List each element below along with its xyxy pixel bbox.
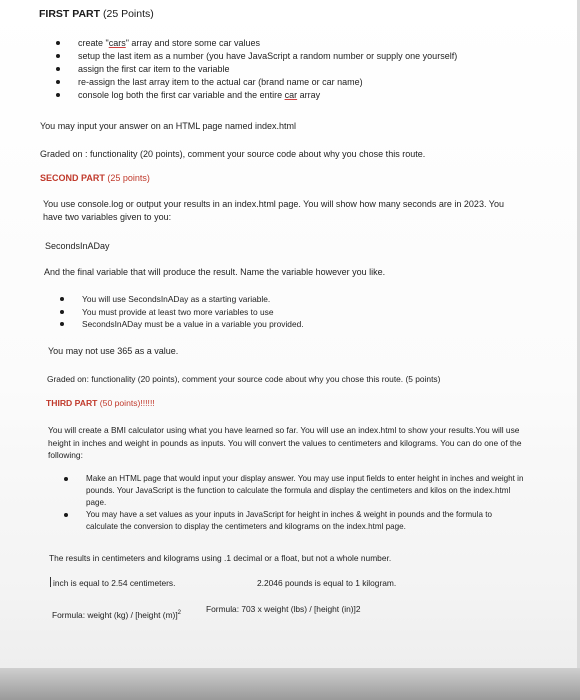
second-part-bullets bbox=[82, 293, 304, 331]
first-part-points: (25 Points) bbox=[102, 8, 154, 20]
third-part-points: (50 points)!!!!!! bbox=[99, 398, 155, 408]
third-part-bullet-1: Make an HTML page that would input your display answer. You may use input fields to enter height in inches and weight in pounds. Your JavaScript is the function to calculate the formula and display the centimeters and kilos on the index.html page. bbox=[86, 473, 526, 509]
first-part-heading bbox=[39, 8, 154, 20]
formula-metric: Formula: weight (kg) / [height (m)]$^2$ bbox=[52, 610, 182, 620]
text-cursor-icon bbox=[50, 577, 51, 587]
formula-imperial: Formula: 703 x weight (lbs) / [height (in)]2 bbox=[206, 604, 361, 614]
bottom-shadow-bar bbox=[0, 668, 580, 700]
seconds-in-a-day-variable: SecondsInADay bbox=[45, 241, 110, 251]
second-part-intro: You use console.log or output your results in an index.html page. You will show how many seconds are in 2023. You have two variables given to you: bbox=[43, 199, 504, 222]
first-part-bullets bbox=[78, 37, 457, 102]
first-part-input-note: You may input your answer on an HTML page named index.html bbox=[40, 121, 296, 131]
first-part-bullet-1: create "cars" array and store some car values bbox=[78, 37, 457, 50]
third-part-bullet-2: You may have a set values as your inputs in JavaScript for height in inches & weight in pounds and the formula to calculate the conversion to display the centimeters and kilograms on the index.html page. bbox=[86, 509, 526, 533]
second-part-graded: Graded on: functionality (20 points), comment your source code about why you chose this route. (5 points) bbox=[47, 374, 441, 384]
pound-conversion: 2.2046 pounds is equal to 1 kilogram. bbox=[257, 578, 397, 588]
second-part-bullet-3: SecondsInADay must be a value in a variable you provided. bbox=[82, 319, 304, 330]
first-part-bullet-5: console log both the first car variable and the entire car array bbox=[78, 89, 457, 102]
second-part-heading bbox=[40, 173, 150, 183]
second-part-restriction: You may not use 365 as a value. bbox=[48, 346, 179, 356]
third-part-intro: You will create a BMI calculator using what you have learned so far. You will use an index.html to show your results.You will use height in inches and weight in pounds as inputs. You will convert the values to centimeters and kilograms. You can do one of the following: bbox=[48, 425, 522, 461]
first-part-bullet-3: assign the first car item to the variable bbox=[78, 63, 457, 76]
second-part-points: (25 points) bbox=[107, 173, 150, 183]
third-part-heading bbox=[46, 398, 155, 408]
third-part-bullets bbox=[86, 473, 526, 533]
second-part-bullet-2: You must provide at least two more variables to use bbox=[82, 306, 304, 319]
third-part-results-note: The results in centimeters and kilograms using .1 decimal or a float, but not a whole number. bbox=[49, 553, 392, 563]
inch-conversion: inch is equal to 2.54 centimeters. bbox=[50, 577, 175, 590]
first-part-title: FIRST PART bbox=[39, 8, 101, 20]
second-part-bullet-1: You will use SecondsInADay as a starting variable. bbox=[82, 293, 304, 306]
first-part-bullet-2: setup the last item as a number (you have JavaScript a random number or supply one yourself) bbox=[78, 51, 458, 61]
second-part-final-note: And the final variable that will produce the result. Name the variable however you like. bbox=[44, 267, 386, 277]
third-part-title: THIRD PART bbox=[46, 398, 98, 408]
first-part-graded: Graded on : functionality (20 points), comment your source code about why you chose this route. bbox=[40, 149, 426, 159]
first-part-bullet-4: re-assign the last array item to the actual car (brand name or car name) bbox=[78, 76, 457, 89]
second-part-title: SECOND PART bbox=[40, 173, 105, 183]
